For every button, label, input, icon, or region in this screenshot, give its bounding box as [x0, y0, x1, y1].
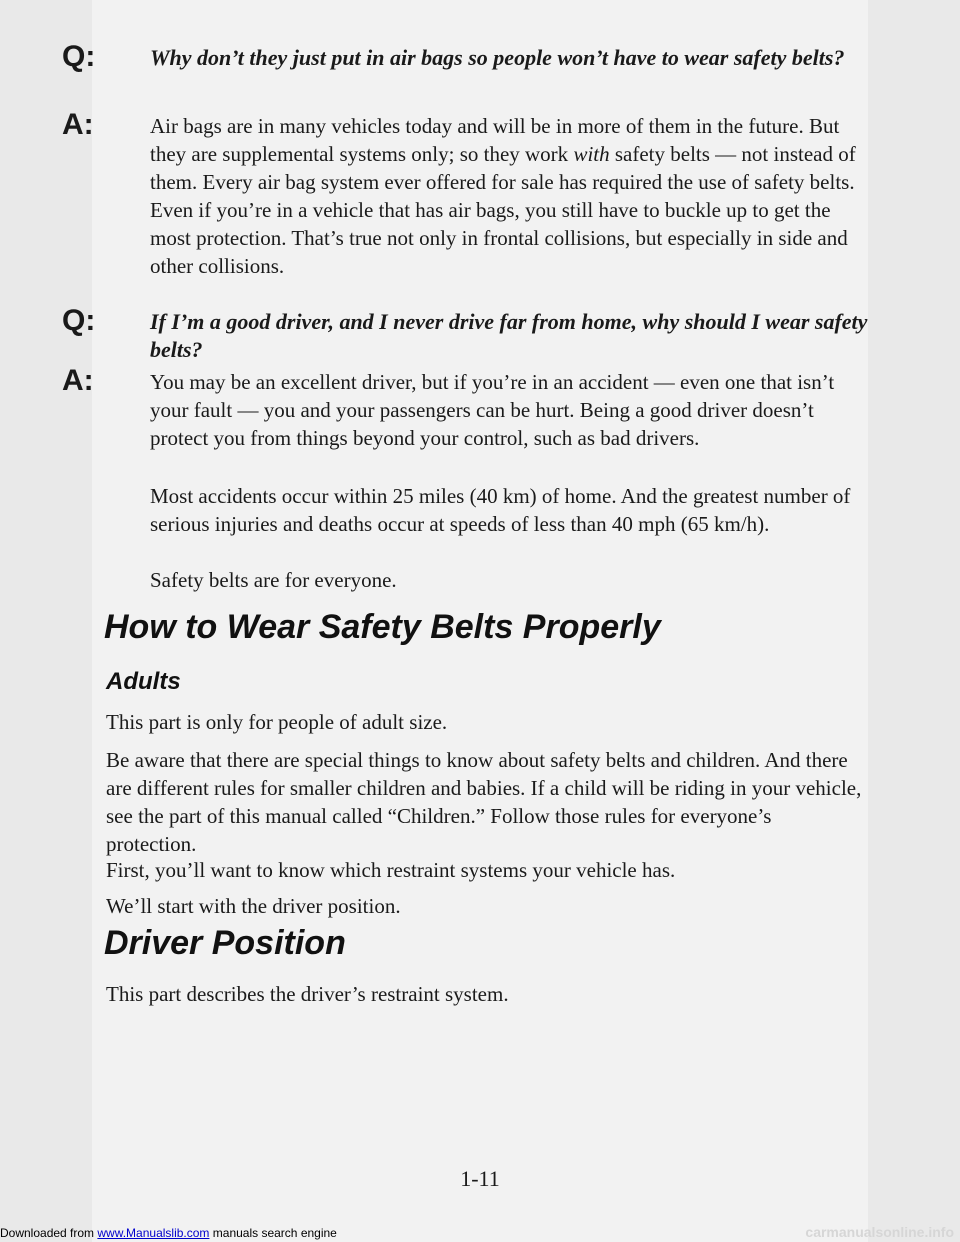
body-paragraph: This part describes the driver’s restraint system. — [106, 982, 509, 1006]
download-footer: Downloaded from www.Manualslib.com manuals search engine — [0, 1226, 337, 1240]
a-marker: A: — [62, 108, 94, 141]
question-text: If I’m a good driver, and I never drive far from home, why should I wear safety belts? — [150, 309, 868, 362]
a-marker: A: — [62, 364, 94, 397]
answer-text: You may be an excellent driver, but if you’re in an accident — even one that isn’t your fault — you and your passengers can be hurt. Being a good driver doesn’t protect you from things beyond your control, such as bad drivers. — [150, 370, 835, 450]
body-paragraph: We’ll start with the driver position. — [106, 894, 401, 918]
subsection-heading: Adults — [106, 668, 181, 695]
answer-paragraph: Most accidents occur within 25 miles (40 km) of home. And the greatest number of serious injuries and deaths occur at speeds of less than 40 mph (65 km/h). — [150, 484, 851, 536]
qa-answer-2 — [62, 364, 870, 452]
body-paragraph: This part is only for people of adult size. — [106, 710, 448, 734]
answer-text: Air bags are in many vehicles today and will be in more of them in the future. But they are supplemental systems only; so they work with safety belts — not instead of them. Every air bag system ever offered for sale has required the use of safety belts. Even if you’re in a vehicle that has air bags, you still have to buckle up to get the most protection. That’s true not only in frontal collisions, but especially in side and other collisions. — [150, 114, 856, 278]
qa-answer-1 — [62, 108, 870, 280]
qa-question-2 — [62, 304, 870, 364]
answer-emphasis: with — [573, 142, 610, 166]
section-heading: Driver Position — [104, 924, 346, 962]
manualslib-link[interactable]: www.Manualslib.com — [97, 1226, 210, 1240]
body-paragraph: First, you’ll want to know which restraint systems your vehicle has. — [106, 858, 676, 882]
answer-paragraph: Safety belts are for everyone. — [150, 568, 397, 592]
q-marker: Q: — [62, 40, 96, 73]
body-paragraph: Be aware that there are special things to know about safety belts and children. And there are different rules for smaller children and babies. If a child will be riding in your vehicle, see the part of this manual called “Children.” Follow those rules for everyone’s protection. — [106, 748, 862, 856]
qa-question-1 — [62, 40, 870, 73]
question-text: Why don’t they just put in air bags so people won’t have to wear safety belts? — [150, 45, 845, 70]
page-number: 1-11 — [460, 1166, 500, 1191]
section-heading: How to Wear Safety Belts Properly — [104, 608, 661, 646]
q-marker: Q: — [62, 304, 96, 337]
watermark: carmanualsonline.info — [805, 1224, 954, 1240]
